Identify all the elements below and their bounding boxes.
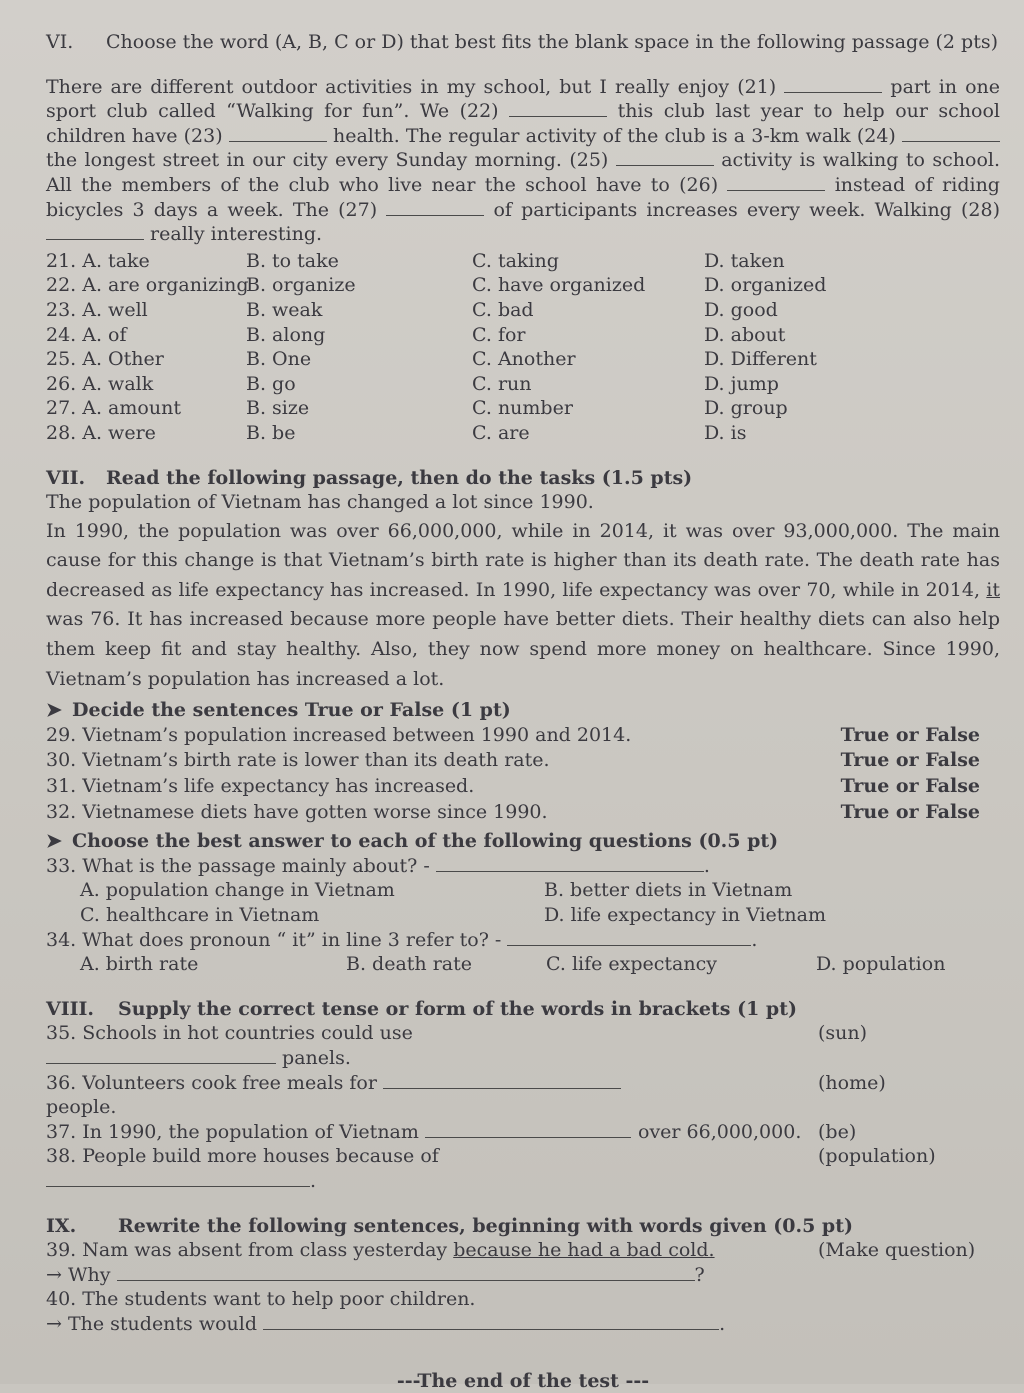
option[interactable]: C. have organized [472,273,704,298]
option[interactable]: B. to take [246,249,472,274]
word-hint: (home) [818,1071,1018,1120]
question-text: 33. What is the passage mainly about? - [46,855,430,877]
blank-23[interactable] [229,125,327,142]
option[interactable]: C. are [472,421,704,446]
item-text: 36. Volunteers cook free meals for [46,1072,377,1094]
option-row [46,421,1000,446]
option[interactable]: A. birth rate [80,952,346,977]
section-7-intro: The population of Vietnam has changed a lot since 1990. [46,490,1000,515]
section-7-passage [46,517,1000,695]
q34-options [46,952,1000,977]
tf-question: 30. Vietnam’s birth rate is lower than its death rate. [46,748,550,774]
punctuation: ? [695,1264,705,1286]
answer-blank[interactable] [46,1047,276,1064]
passage-text: There are different outdoor activities in my school, but I really enjoy (21) [46,76,776,98]
option[interactable]: C. for [472,323,704,348]
passage-text: In 1990, the population was over 66,000,000, while in 2014, it was over 93,000,000. The main cause for this change is that Vietnam’s birth rate is higher than its death rate. The death rate has decreased as life expectancy has increased. In 1990, life expectancy was over 70, while in 2014, [46,520,1000,601]
item-text: over 66,000,000. [638,1120,818,1145]
option[interactable]: C. number [472,396,704,421]
option[interactable]: B. be [246,421,472,446]
option[interactable]: 21. A. take [46,249,246,274]
tf-choice[interactable]: True or False [841,800,980,826]
q33-options [46,878,1000,903]
answer-blank[interactable] [263,1313,719,1330]
word-form-item [46,1120,1000,1145]
option[interactable]: D. about [704,323,884,348]
tf-item [46,774,1000,800]
tf-item [46,800,1000,826]
item-text: 35. Schools in hot countries could use [46,1022,413,1044]
item-text: people. [46,1096,116,1118]
blank-27[interactable] [386,199,484,216]
tf-item [46,748,1000,774]
section-7-title: Read the following passage, then do the tasks (1.5 pts) [106,467,692,489]
option[interactable]: B. along [246,323,472,348]
true-false-heading [46,698,1000,723]
word-form-item [46,1144,1000,1193]
option[interactable]: 26. A. walk [46,372,246,397]
item-text: panels. [282,1047,351,1069]
passage-text: instead of riding bicycles 3 days a week. The (27) [46,174,1000,221]
option[interactable]: B. One [246,347,472,372]
item-text: 39. Nam was absent from class yesterday [46,1239,447,1261]
section-9-heading [46,1214,1000,1239]
option[interactable]: 24. A. of [46,323,246,348]
tf-question: 31. Vietnam’s life expectancy has increased. [46,774,474,800]
blank-25[interactable] [616,149,714,166]
option-row [46,323,1000,348]
item-text: 37. In 1990, the population of Vietnam [46,1121,419,1143]
section-8-heading [46,997,1000,1022]
passage-text: the longest street in our city every Sunday morning. (25) [46,149,608,171]
passage-text: health. The regular activity of the club is a 3-km walk (24) [333,125,896,147]
passage-text: activity is walking to school. All the members of the club who live near the school have to (26) [46,149,1000,196]
tf-choice[interactable]: True or False [841,748,980,774]
question-text: 34. What does pronoun “ it” in line 3 refer to? - [46,929,501,951]
answer-blank[interactable] [383,1072,621,1089]
option[interactable]: C. taking [472,249,704,274]
underlined-clause: because he had a bad cold. [453,1239,714,1261]
passage-text: this club last year to help our school children have (23) [46,100,1000,147]
option[interactable]: 22. A. are organizing [46,273,246,298]
arrowhead-icon: ➤ [46,698,72,723]
blank-21[interactable] [784,76,882,93]
word-hint: (sun) [818,1021,1018,1070]
passage-text: was 76. It has increased because more people have better diets. Their healthy diets can also help them keep fit and stay healthy. Also, they now spend more money on healthcare. Since 1990, Vietnam’s population has increased a lot. [46,608,1000,689]
option[interactable]: D. group [704,396,884,421]
blank-26[interactable] [727,174,825,191]
section-6-options [46,249,1000,446]
question-34: 34. What does pronoun “ it” in line 3 refer to? - . [46,928,1000,953]
section-8-number: VIII. [46,997,118,1022]
item-text: . [310,1170,316,1192]
option[interactable]: C. run [472,372,704,397]
option[interactable]: 27. A. amount [46,396,246,421]
word-hint: (population) [818,1144,1018,1193]
option[interactable]: D. jump [704,372,884,397]
arrowhead-icon: ➤ [46,829,72,854]
passage-text: really interesting. [150,223,322,245]
option[interactable]: B. death rate [346,952,546,977]
punctuation: . [719,1313,725,1335]
section-6-heading [46,30,1000,55]
option[interactable]: B. organize [246,273,472,298]
word-form-item [46,1071,1000,1120]
tf-item [46,723,1000,749]
subheading-text: Choose the best answer to each of the following questions (0.5 pt) [72,830,778,852]
option-row [46,298,1000,323]
subheading-text: Decide the sentences True or False (1 pt) [72,699,511,721]
option[interactable]: 28. A. were [46,421,246,446]
tf-question: 32. Vietnamese diets have gotten worse since 1990. [46,800,548,826]
option[interactable]: B. better diets in Vietnam [544,878,844,903]
option[interactable]: 25. A. Other [46,347,246,372]
multiple-choice-heading [46,829,1000,854]
rewrite-item-40: 40. The students want to help poor children. [46,1287,1000,1312]
section-7-number: VII. [46,466,106,491]
answer-blank[interactable] [436,855,704,872]
option[interactable]: C. healthcare in Vietnam [80,903,544,928]
option[interactable]: A. population change in Vietnam [80,878,544,903]
answer-prompt: → Why [46,1264,110,1286]
option[interactable]: 23. A. well [46,298,246,323]
rewrite-item-39 [46,1238,1000,1263]
item-text: 38. People build more houses because of [46,1145,439,1167]
pronoun-it: it [986,579,1000,601]
tf-question: 29. Vietnam’s population increased between 1990 and 2014. [46,723,631,749]
option[interactable]: C. life expectancy [546,952,816,977]
q33-options [46,903,1000,928]
rewrite-answer-40 [46,1312,1000,1337]
section-6-passage [46,75,1000,247]
rewrite-answer-39 [46,1263,1000,1288]
answer-blank[interactable] [117,1264,695,1281]
blank-24[interactable] [902,125,1000,142]
word-hint: (be) [818,1120,1018,1145]
option[interactable]: B. go [246,372,472,397]
passage-text: of participants increases every week. Walking (28) [493,199,1000,221]
section-9-number: IX. [46,1214,118,1239]
word-form-item [46,1021,1000,1070]
answer-blank[interactable] [425,1121,631,1138]
section-9-title: Rewrite the following sentences, beginning with words given (0.5 pt) [118,1215,853,1237]
option[interactable]: D. good [704,298,884,323]
option[interactable]: C. Another [472,347,704,372]
option[interactable]: D. population [816,952,1016,977]
option[interactable]: B. weak [246,298,472,323]
option[interactable]: B. size [246,396,472,421]
option[interactable]: C. bad [472,298,704,323]
option[interactable]: D. Different [704,347,884,372]
rewrite-hint: (Make question) [818,1238,1018,1263]
option[interactable]: D. organized [704,273,884,298]
answer-blank[interactable] [507,929,751,946]
section-8-title: Supply the correct tense or form of the words in brackets (1 pt) [118,998,797,1020]
option[interactable]: D. taken [704,249,884,274]
question-33: 33. What is the passage mainly about? - . [46,854,1000,879]
tf-choice[interactable]: True or False [841,774,980,800]
option-row [46,249,1000,274]
end-of-test: ---The end of the test --- [46,1369,1000,1393]
answer-prompt: → The students would [46,1313,257,1335]
passage-text: part in one sport club called “Walking for fun”. We (22) [46,76,1000,123]
option[interactable]: D. is [704,421,884,446]
section-6-title: Choose the word (A, B, C or D) that best fits the blank space in the following passage (2 pts) [106,31,998,53]
option-row [46,347,1000,372]
blank-22[interactable] [509,100,607,117]
blank-28[interactable] [46,223,144,240]
section-6-number: VI. [46,30,106,55]
answer-blank[interactable] [46,1170,310,1187]
section-7-heading [46,466,1000,491]
option[interactable]: D. life expectancy in Vietnam [544,903,844,928]
tf-choice[interactable]: True or False [841,723,980,749]
option-row [46,372,1000,397]
option-row [46,273,1000,298]
option-row [46,396,1000,421]
